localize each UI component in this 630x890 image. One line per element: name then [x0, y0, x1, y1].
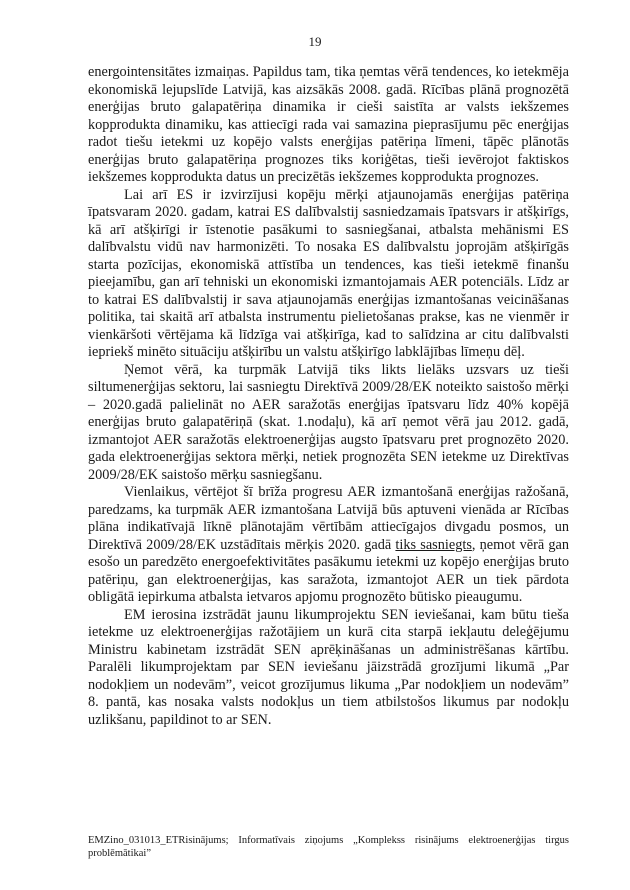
paragraph: EM ierosina izstrādāt jaunu likumprojektu SEN ieviešanai, kam būtu tieša ietekme uz elektroenerģijas ražotājiem un kurā cita starpā iekļautu deleģējumu Ministru kabinetam izstrādāt SEN aprēķināšanas un administrēšanas kārtību. Paralēli likumprojektam par SEN ieviešanu jāizstrādā grozījumi likumā „Par nodokļiem un nodevām”, veicot grozījumus likuma „Par nodokļiem un nodevām” 8. pantā, kas nosaka valsts nodokļus un tiem atbilstošos likumus par nodokļu uzlikšanu, papildinot to ar SEN. — [88, 606, 569, 728]
paragraph: Ņemot vērā, ka turpmāk Latvijā tiks likts lielāks uzsvars uz tieši siltumenerģijas sektoru, lai sasniegtu Direktīvā 2009/28/EK noteikto saistošo mērķi – 2020.gadā palielināt no AER saražotās enerģijas īpatsvaru līdz 40% kopējā enerģijas bruto galapatēriņā (skat. 1.nodaļu), kā arī ņemot vērā jau 2012. gadā, izmantojot AER saražotās elektroenerģijas augsto īpatsvaru pret prognozēto 2020. gada elektroenerģijas sektora mērķi, netiek prognozēta SEN ietekme uz Direktīvas 2009/28/EK saistošo mērķu sasniegšanu. — [88, 361, 569, 483]
page-number: 19 — [308, 34, 322, 49]
paragraph: energointensitātes izmaiņas. Papildus tam, tika ņemtas vērā tendences, ko ietekmēja ekonomiskā lejupslīde Latvijā, kas aizsākās 2008. gadā. Rīcības plānā prognozētā enerģijas bruto galapatēriņa dinamika ir cieši saistīta ar valsts iekšzemes kopprodukta dinamiku, kas attiecīgi rada vai samazina pieprasījumu pēc enerģijas radot tiešu ietekmi uz kopējo valsts enerģijas patēriņa līmeni, tāpēc plānotās enerģijas bruto galapatēriņa prognozes tiks koriģētas, tieši ievērojot faktiskos iekšzemes kopprodukta datus un precizētās iekšzemes kopprodukta prognozes. — [88, 64, 569, 185]
document-body — [88, 64, 569, 729]
underlined-text: tiks sasniegts — [395, 536, 472, 553]
paragraph: Lai arī ES ir izvirzījusi kopēju mērķi atjaunojamās enerģijas patēriņa īpatsvaram 2020. gadam, katrai ES dalībvalstij sasniedzamais īpatsvars ir atšķirīgs, kā arī atšķirīgi ir īstenotie pasākumi to sasniegšanai, atbalsta mehānismi ES dalībvalstu vidū nav harmonizēti. To nosaka ES dalībvalstu joprojām atšķirīgās starta pozīcijas, ekonomiskā attīstība un tendences, kas tieši ietekmē finanšu pieejamību, gan arī tehniski un ekonomiski izmantojamais AER potenciāls. Līdz ar to katrai ES dalībvalstij ir sava atjaunojamās enerģijas izmantošanas veicināšanas politika, tai skaitā arī atbalsta instrumentu pielietošanas prakse, kas ne vienmēr ir vienkāršoti vērtējama kā līdzīga vai atšķirīga, kad to salīdzina ar citu dalībvalsti iepriekš minēto situāciju atšķirību un valstu atšķirīgo labklājības līmeņu dēļ. — [88, 186, 569, 360]
paragraph-text: , ņemot vērā gan esošo un paredzēto energoefektivitātes pasākumu ietekmi uz kopējo enerģijas bruto patēriņu, gan elektroenerģijas, kas saražota, izmantojot AER un tiek pārdota obligātā iepirkuma atbalsta ietvaros apjomu prognozēto būtisko pieaugumu. — [88, 536, 569, 605]
page-footer: EMZino_031013_ETRisinājums; Informatīvais ziņojums „Komplekss risinājums elektroenerģijas tirgus problēmātikai” — [88, 835, 569, 859]
paragraph-text: Vienlaikus, vērtējot šī brīža progresu AER izmantošanā enerģijas ražošanā, paredzams, ka turpmāk AER izmantošana Latvijā būs aptuveni vienāda ar Rīcības plāna indikatīvajā līknē plānotajām vērtībām attiecīgajos divgadu posmos, un Direktīvā 2009/28/EK uzstādītais mērķis 2020. gadā — [88, 484, 569, 553]
paragraph — [88, 484, 569, 607]
